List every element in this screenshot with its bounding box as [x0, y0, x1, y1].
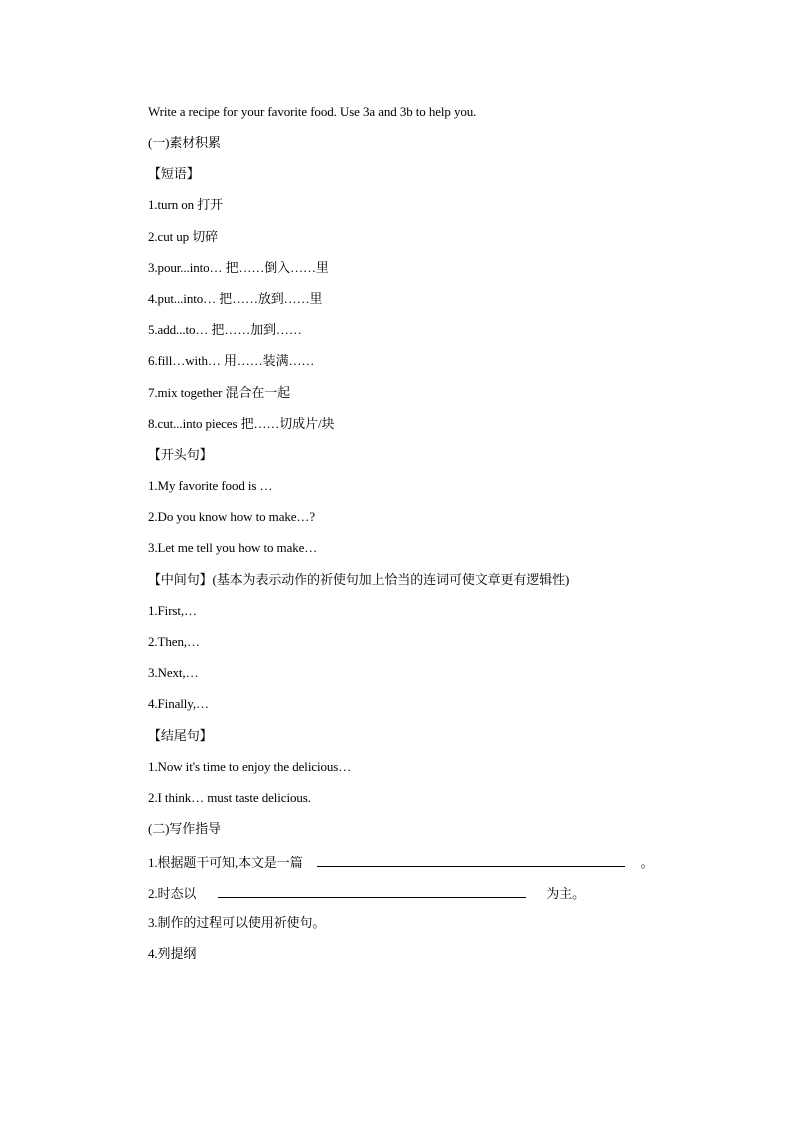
guide-item-1: [148, 852, 654, 872]
guide-item-3: 3.制作的过程可以使用祈使句。: [148, 915, 326, 930]
guide-item-4: 4.列提纲: [148, 946, 197, 961]
middle-item: 4.Finally,…: [148, 696, 209, 711]
phrase-item: 1.turn on 打开: [148, 197, 223, 212]
intro-instruction: Write a recipe for your favorite food. Use 3a and 3b to help you.: [148, 104, 477, 119]
middle-note: (基本为表示动作的祈使句加上恰当的连词可使文章更有逻辑性): [212, 572, 570, 587]
phrase-item: 2.cut up 切碎: [148, 229, 219, 244]
phrase-item: 8.cut...into pieces 把……切成片/块: [148, 416, 335, 431]
guide-item-1-prefix: 1.根据题干可知,本文是一篇: [148, 855, 303, 870]
answer-blank[interactable]: [317, 852, 625, 867]
ending-heading: 【结尾句】: [148, 728, 213, 743]
answer-blank[interactable]: [218, 883, 526, 898]
ending-item: 2.I think… must taste delicious.: [148, 790, 311, 805]
phrases-heading: 【短语】: [148, 166, 200, 181]
guide-item-2-prefix: 2.时态以: [148, 886, 197, 901]
guide-item-2: [148, 883, 585, 903]
middle-heading: 【中间句】: [148, 572, 213, 587]
middle-item: 2.Then,…: [148, 634, 200, 649]
phrase-item: 7.mix together 混合在一起: [148, 385, 291, 400]
phrase-item: 4.put...into… 把……放到……里: [148, 291, 323, 306]
ending-item: 1.Now it's time to enjoy the delicious…: [148, 759, 352, 774]
opening-item: 1.My favorite food is …: [148, 478, 273, 493]
middle-item: 3.Next,…: [148, 665, 199, 680]
opening-item: 3.Let me tell you how to make…: [148, 540, 318, 555]
guide-item-2-suffix: 为主。: [546, 886, 585, 901]
middle-item: 1.First,…: [148, 603, 197, 618]
section2-title: (二)写作指导: [148, 821, 221, 836]
phrase-item: 6.fill…with… 用……装满……: [148, 353, 315, 368]
opening-heading: 【开头句】: [148, 447, 213, 462]
guide-item-1-suffix: 。: [640, 855, 654, 870]
middle-heading-line: [148, 571, 569, 589]
phrase-item: 5.add...to… 把……加到……: [148, 322, 302, 337]
phrase-item: 3.pour...into… 把……倒入……里: [148, 260, 329, 275]
section1-title: (一)素材积累: [148, 135, 221, 150]
opening-item: 2.Do you know how to make…?: [148, 509, 315, 524]
